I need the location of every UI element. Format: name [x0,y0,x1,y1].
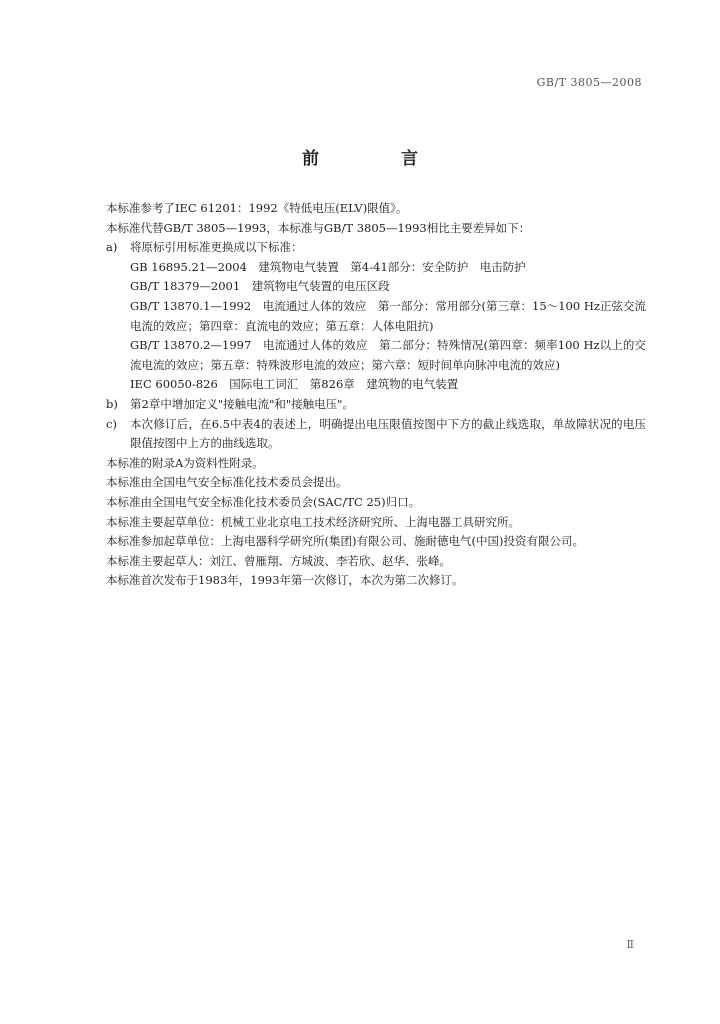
paragraph-history: 本标准首次发布于1983年，1993年第一次修订，本次为第二次修订。 [106,573,464,588]
list-item-c [106,415,646,454]
normative-reference-2: GB/T 18379—2001 建筑物电气装置的电压区段 [130,279,390,294]
paragraph-annex: 本标准的附录A为资料性附录。 [106,455,264,470]
paragraph-reference-standard: 本标准参考了IEC 61201：1992《特低电压(ELV)限值》。 [106,201,408,215]
list-marker-b: b) [106,396,118,411]
normative-reference-3: GB/T 13870.1—1992 电流通过人体的效应 第一部分：常用部分(第三章：15～100 Hz正弦交流电流的效应；第四章：直流电的效应；第五章：人体电阻抗) [130,298,646,333]
page-title: 前 言 [302,149,456,169]
list-text-b: 第2章中增加定义"接触电流"和"接触电压"。 [130,396,354,411]
list-text-c: 本次修订后，在6.5中表4的表述上，明确提出电压限值按图中下方的截止线选取，单故障状况的电压限值按图中上方的曲线选取。 [130,416,646,451]
paragraph-main-drafters: 本标准主要起草人：刘江、曾雁翔、方城波、李若欣、赵华、张峰。 [106,553,451,568]
standard-number: GB/T 3805—2008 [536,76,642,89]
foreword-body [106,199,646,591]
paragraph-proposed-by: 本标准由全国电气安全标准化技术委员会提出。 [106,475,348,490]
list-marker-a: a) [106,240,118,255]
normative-reference-1: GB 16895.21—2004 建筑物电气装置 第4-41部分：安全防护 电击防护 [130,259,526,274]
list-item-a [106,238,646,258]
normative-reference-5: IEC 60050-826 国际电工词汇 第826章 建筑物的电气装置 [130,377,459,392]
paragraph-participating-org: 本标准参加起草单位：上海电器科学研究所(集团)有限公司、施耐德电气(中国)投资有限公司。 [106,534,584,549]
normative-reference-4: GB/T 13870.2—1997 电流通过人体的效应 第二部分：特殊情况(第四章：频率100 Hz以上的交流电流的效应；第五章：特殊波形电流的效应；第六章：短时间单向脉冲电流的效应) [130,338,646,372]
paragraph-managed-by: 本标准由全国电气安全标准化技术委员会(SAC/TC 25)归口。 [106,494,421,509]
list-text-a: 将原标引用标准更换成以下标准： [130,240,303,255]
list-item-b [106,395,646,415]
list-marker-c: c) [106,416,117,431]
paragraph-replacement: 本标准代替GB/T 3805—1993，本标准与GB/T 3805—1993相比主要差异如下： [106,220,531,235]
paragraph-main-drafters-org: 本标准主要起草单位：机械工业北京电工技术经济研究所、上海电器工具研究所。 [106,514,520,529]
page-number: Ⅱ [626,938,634,951]
